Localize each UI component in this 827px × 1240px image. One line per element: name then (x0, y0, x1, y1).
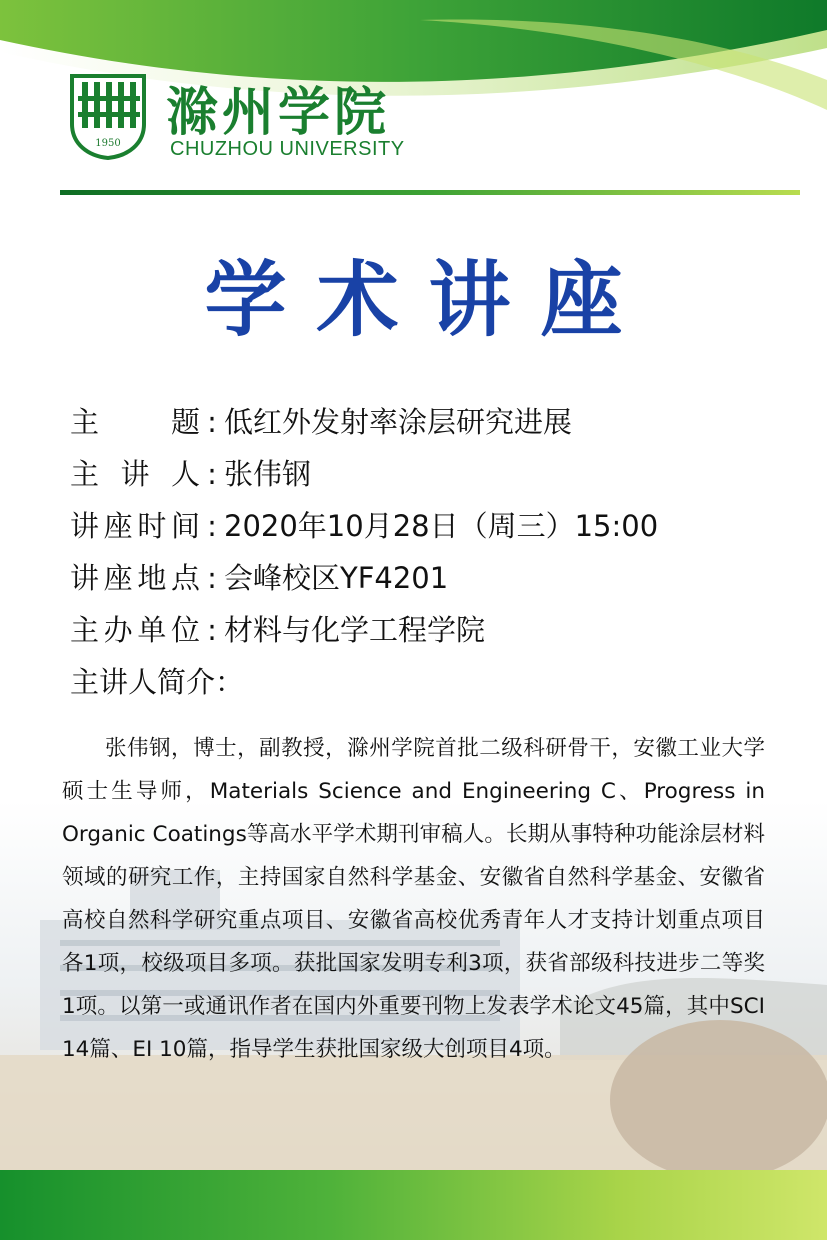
host-row: 主办单位 : 材料与化学工程学院 (70, 604, 770, 656)
speaker-bio: 张伟钢，博士，副教授，滁州学院首批二级科研骨干，安徽工业大学硕士生导师，Materials Science and Engineering C、Progress in Organic Coatings等高水平学术期刊审稿人。长期从事特种功能涂层材料领域的研究工作，主持国家自然科学基金、安徽省自然科学基金、安徽省高校自然科学研究重点项目、安徽省高校优秀青年人才支持计划重点项目各1项，校级项目多项。获批国家发明专利3项，获省部级科技进步二等奖1项。以第一或通讯作者在国内外重要刊物上发表学术论文45篇，其中SCI 14篇、EI 10篇，指导学生获批国家级大创项目4项。 (62, 736, 765, 1062)
topic-value: 低红外发射率涂层研究进展 (224, 405, 573, 439)
place-value: 会峰校区YF4201 (224, 561, 449, 595)
university-name-cn: 滁州学院 (166, 82, 391, 143)
university-name-en: CHUZHOU UNIVERSITY (170, 138, 405, 160)
speaker-value: 张伟钢 (224, 457, 312, 491)
lecture-info (70, 396, 770, 708)
emblem-year: 1950 (95, 138, 121, 149)
speaker-row: 主 讲 人 : 张伟钢 (70, 448, 770, 500)
poster-title: 学术讲座 (204, 253, 653, 348)
topic-label: 主 题 (70, 405, 200, 439)
place-label: 讲座地点 (70, 561, 200, 595)
footer-band (0, 1170, 827, 1240)
host-value: 材料与化学工程学院 (224, 613, 486, 647)
intro-label: 主讲人简介： (70, 665, 245, 699)
place-row: 讲座地点 : 会峰校区YF4201 (70, 552, 770, 604)
time-row: 讲座时间 : 2020年10月28日（周三）15:00 (70, 500, 770, 552)
speaker-label: 主 讲 人 (70, 457, 200, 491)
host-label: 主办单位 (70, 613, 200, 647)
intro-row (70, 656, 770, 708)
topic-row: 主 题 : 低红外发射率涂层研究进展 (70, 396, 770, 448)
time-label: 讲座时间 (70, 509, 200, 543)
time-value: 2020年10月28日（周三）15:00 (224, 509, 659, 543)
header-divider (60, 190, 800, 195)
